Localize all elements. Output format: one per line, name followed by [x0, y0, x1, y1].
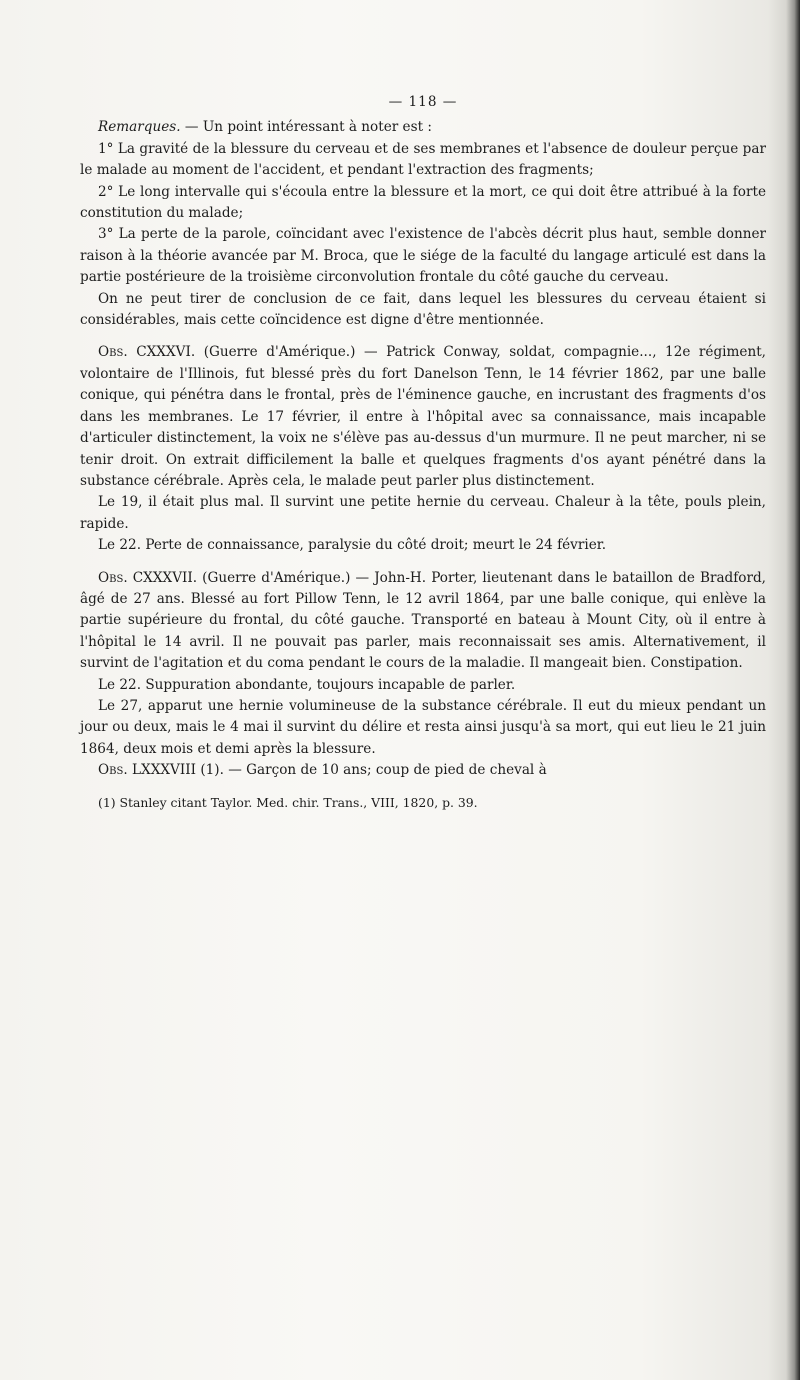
obs-137-label: Obs. [98, 569, 128, 586]
remarques-intro [80, 117, 766, 138]
section-gap [80, 331, 766, 342]
section-gap [80, 557, 766, 568]
obs-138-label: Obs. [98, 762, 128, 779]
obs-136-body: (Guerre d'Amérique.) — Patrick Conway, soldat, compagnie..., 12e régiment, volontaire de l'Illinois, fut blessé près du fort Danelson Tenn, le 14 février 1862, par une balle conique, qui pénétra dans le frontal, près de l'éminence gauche, en incrustant des fragments d'os dans les membranes. Le 17 février, il entre à l'hôpital avec sa connaissance, mais incapable d'articuler distinctement, la voix ne s'élève pas au-dessus d'un murmure. Il ne peut marcher, ni se tenir droit. On extrait difficilement la balle et quelques fragments d'os ayant pénétré dans la substance cérébrale. Après cela, le malade peut parler plus distinctement. [80, 344, 766, 489]
obs-136-day-22: Le 22. Perte de connaissance, paralysie du côté droit; meurt le 24 février. [98, 537, 607, 554]
obs-138-paragraph [80, 760, 766, 781]
obs-136-number: CXXXVI. [136, 344, 196, 361]
remarques-point-1: 1° La gravité de la blessure du cerveau et de ses membranes et l'absence de douleur perçue par le malade au moment de l'accident, et pendant l'extraction des fragments; [80, 140, 766, 179]
remarques-conclusion: On ne peut tirer de conclusion de ce fait, dans lequel les blessures du cerveau étaient si considérables, mais cette coïncidence est digne d'être mentionnée. [80, 290, 766, 329]
obs-137-day-22: Le 22. Suppuration abondante, toujours incapable de parler. [98, 676, 516, 693]
remarques-intro-text: — Un point intéressant à noter est : [180, 119, 432, 136]
page-edge-shadow [786, 0, 800, 1380]
obs-136-day-19: Le 19, il était plus mal. Il survint une petite hernie du cerveau. Chaleur à la tête, pouls plein, rapide. [80, 494, 766, 532]
obs-138-footnote-ref: (1). [196, 762, 224, 779]
obs-137-paragraph [80, 568, 766, 675]
page-number: — 118 — [388, 94, 458, 110]
obs-136-paragraph [80, 342, 766, 492]
remarques-point-3: 3° La perte de la parole, coïncidant avec l'existence de l'abcès décrit plus haut, semble donner raison à la théorie avancée par M. Broca, que le siége de la faculté du langage articulé est dans la partie postérieure de la troisième circonvolution frontale du côté gauche du cerveau. [80, 226, 766, 286]
obs-138-number: LXXXVIII [132, 762, 196, 779]
obs-138-body: — Garçon de 10 ans; coup de pied de cheval à [223, 762, 547, 779]
obs-137-number: CXXXVII. [132, 569, 198, 586]
obs-137-day-27: Le 27, apparut une hernie volumineuse de la substance cérébrale. Il eut du mieux pendant un jour ou deux, mais le 4 mai il survint du délire et resta ainsi jusqu'à sa mort, qui eut lieu le 21 juin 1864, deux mois et demi après la blessure. [80, 697, 766, 757]
obs-137-body: (Guerre d'Amérique.) — John-H. Porter, lieutenant dans le bataillon de Bradford, âgé de 27 ans. Blessé au fort Pillow Tenn, le 12 avril 1864, par une balle conique, qui enlève la partie supérieure du frontal, du côté gauche. Transporté en bateau à Mount City, où il entre à l'hôpital le 14 avril. Il ne pouvait pas parler, mais reconnaissait ses amis. Alternativement, il survint de l'agitation et du coma pendant le cours de la maladie. Il mangeait bien. Constipation. [80, 569, 766, 672]
remarques-point-2: 2° Le long intervalle qui s'écoula entre la blessure et la mort, ce qui doit être attribué à la forte constitution du malade; [80, 183, 766, 222]
footnote: (1) Stanley citant Taylor. Med. chir. Trans., VIII, 1820, p. 39. [98, 794, 478, 810]
obs-136-label: Obs. [98, 344, 128, 361]
page-text [80, 92, 766, 813]
remarques-heading: Remarques. [98, 119, 181, 136]
